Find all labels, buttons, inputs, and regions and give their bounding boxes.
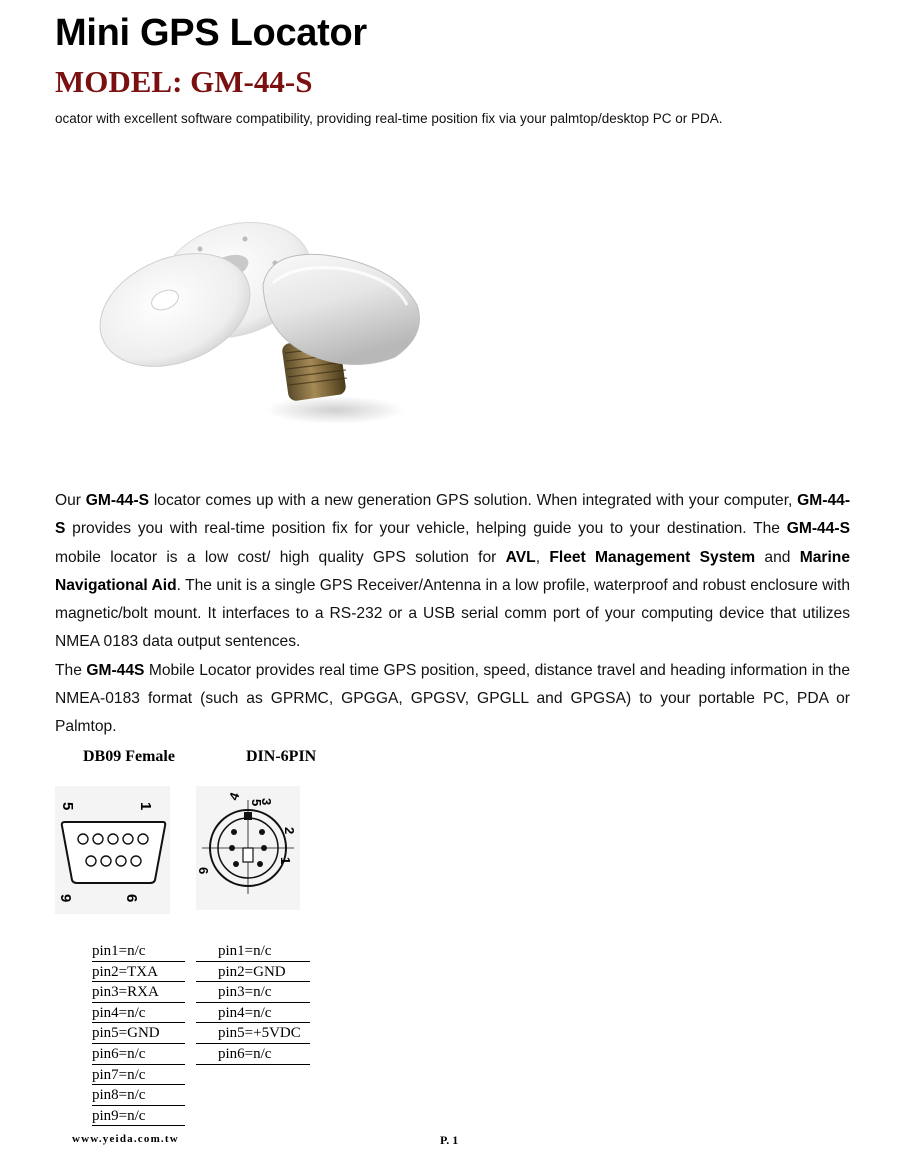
description-emphasis: Marine Navigational Aid bbox=[55, 548, 850, 594]
description-paragraph-1 bbox=[55, 487, 850, 657]
din6-pin: pin5=+5VDC bbox=[196, 1023, 310, 1044]
description-paragraph-2 bbox=[55, 657, 850, 742]
description-text: and bbox=[755, 548, 800, 566]
description-emphasis: Fleet Management System bbox=[549, 548, 756, 566]
din6-pin: pin6=n/c bbox=[196, 1044, 310, 1065]
din6-pin: pin4=n/c bbox=[196, 1003, 310, 1024]
din6-number-1: 1 bbox=[278, 857, 293, 865]
description-text: provides you with real-time position fix for your vehicle, helping guide you to your destination. The bbox=[65, 520, 787, 538]
db9-pin: pin2=TXA bbox=[92, 962, 185, 983]
db9-number-9: 9 bbox=[57, 894, 74, 903]
db9-pin: pin4=n/c bbox=[92, 1003, 185, 1024]
din6-pin: pin1=n/c bbox=[196, 941, 310, 962]
db9-pin-list bbox=[92, 941, 185, 1126]
din6-number-2: 2 bbox=[282, 827, 297, 835]
din6-pin-list bbox=[196, 941, 310, 1065]
din6-number-3: 3 bbox=[259, 798, 274, 806]
db9-number-1: 1 bbox=[137, 802, 154, 811]
db9-pin: pin3=RXA bbox=[92, 982, 185, 1003]
description-text: . The unit is a single GPS Receiver/Antenna in a low profile, waterproof and robust enclosure with magnetic/bolt mount. It interfaces to a RS-232 or a USB serial comm port of your computing device that utilizes NMEA 0183 data output sentences. bbox=[55, 576, 850, 651]
description-text: mobile locator is a low cost/ high quality GPS solution for bbox=[55, 548, 506, 566]
description-text: The bbox=[55, 661, 87, 679]
din6-number-6: 6 bbox=[196, 867, 211, 875]
intro-text: ocator with excellent software compatibility, providing real-time position fix via your palmtop/desktop PC or PDA. bbox=[55, 111, 723, 126]
footer-website: www.yeida.com.tw bbox=[72, 1133, 179, 1145]
din6-number-5: 5 bbox=[249, 799, 264, 807]
page-number: P. 1 bbox=[440, 1133, 459, 1147]
db9-pin: pin5=GND bbox=[92, 1023, 185, 1044]
description-text: Our bbox=[55, 492, 86, 509]
description-text: locator comes up with a new generation GPS solution. When integrated with your computer, bbox=[149, 492, 798, 509]
description-emphasis: GM-44-S bbox=[55, 492, 851, 538]
din6-label: DIN-6PIN bbox=[246, 748, 317, 765]
page-title: Mini GPS Locator bbox=[55, 12, 367, 54]
din6-pin: pin2=GND bbox=[196, 962, 310, 983]
db9-pin: pin9=n/c bbox=[92, 1106, 185, 1127]
description-text: Mobile Locator provides real time GPS position, speed, distance travel and heading information in the NMEA-0183 format (such as GPRMC, GPGGA, GPGSV, GPGLL and GPGSA) to your portable PC, PDA or Palmtop. bbox=[55, 661, 850, 736]
db9-number-5: 5 bbox=[59, 802, 76, 811]
description bbox=[55, 487, 850, 742]
db9-label: DB09 Female bbox=[83, 748, 175, 765]
db9-number-6: 6 bbox=[123, 894, 140, 903]
description-emphasis: GM-44-S bbox=[85, 492, 150, 509]
product-photo bbox=[95, 205, 435, 455]
din6-number-4: 4 bbox=[225, 790, 243, 803]
db9-pin: pin6=n/c bbox=[92, 1044, 185, 1065]
description-emphasis: GM-44S bbox=[86, 661, 145, 679]
db9-pin: pin8=n/c bbox=[92, 1085, 185, 1106]
model-heading: MODEL: GM-44-S bbox=[55, 64, 313, 99]
db9-pin: pin7=n/c bbox=[92, 1065, 185, 1086]
db9-pin: pin1=n/c bbox=[92, 941, 185, 962]
description-emphasis: AVL bbox=[505, 548, 536, 566]
db9-connector-diagram bbox=[55, 786, 170, 914]
din6-pin: pin3=n/c bbox=[196, 982, 310, 1003]
din6-connector-diagram bbox=[196, 786, 300, 910]
description-emphasis: GM-44-S bbox=[786, 520, 850, 538]
description-text: , bbox=[535, 548, 550, 566]
